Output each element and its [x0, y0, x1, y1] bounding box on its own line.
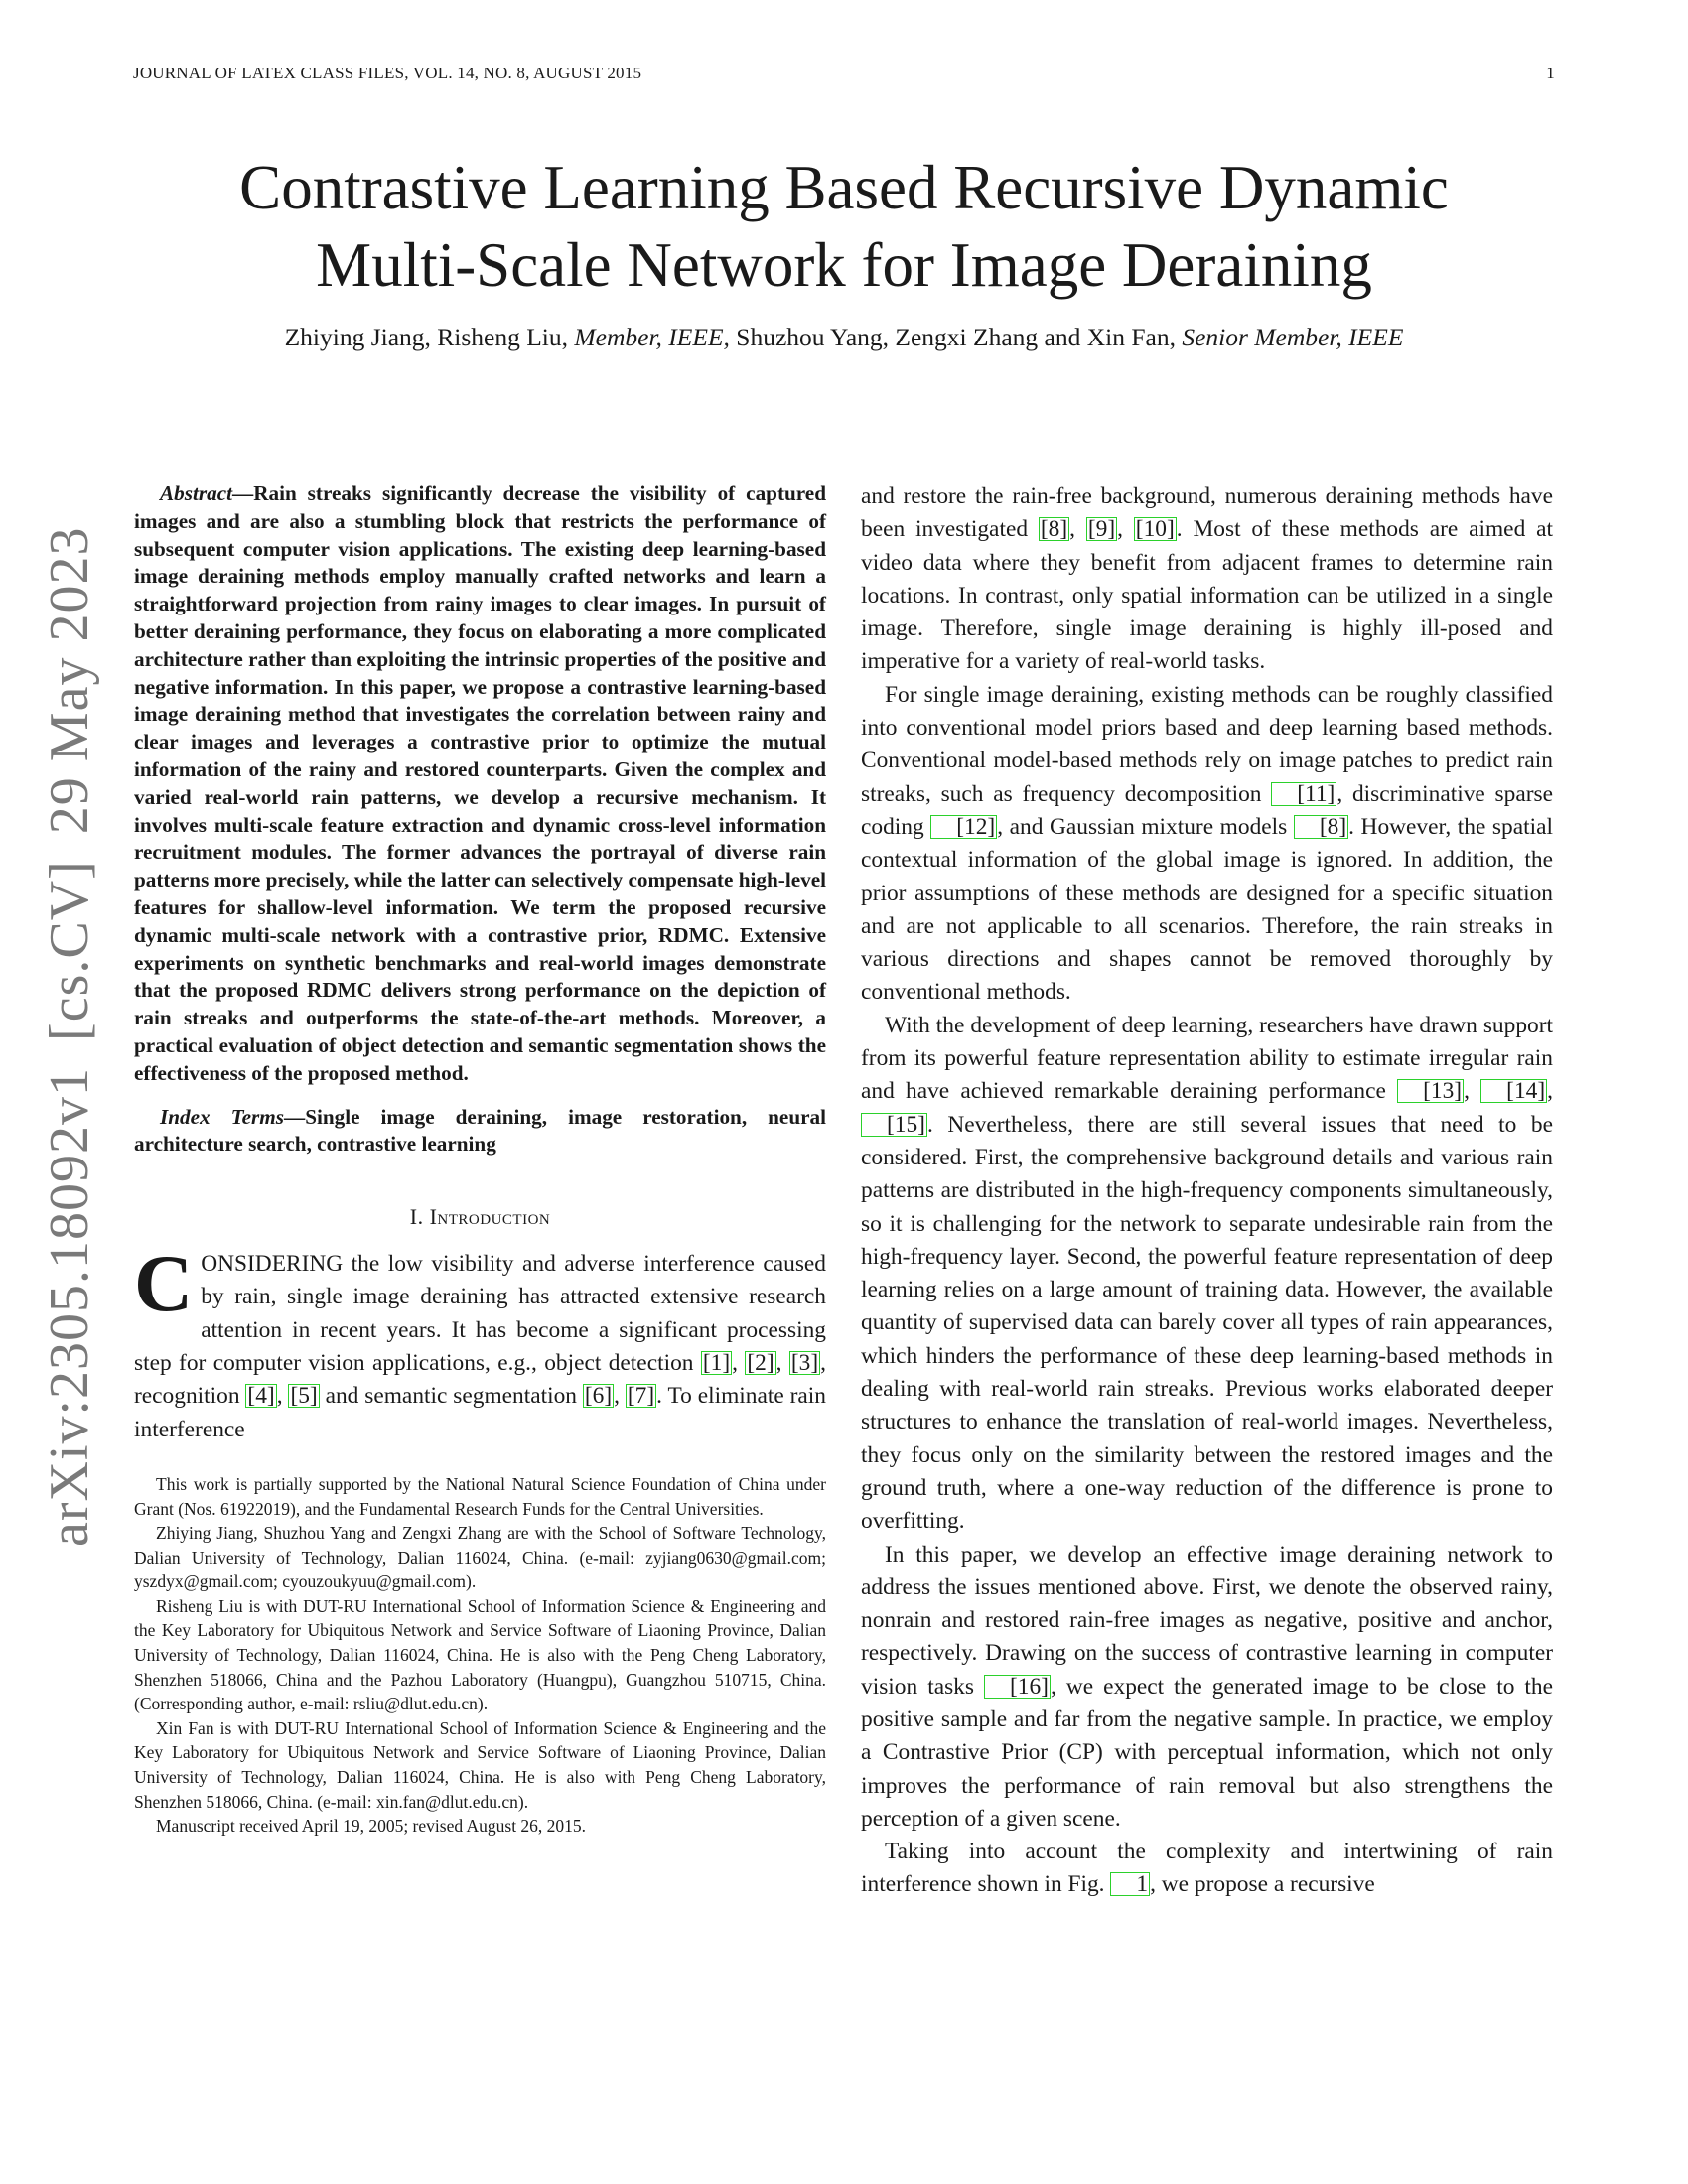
text-run: Taking into account the complexity and intertwining of rain interference shown in Fig. [861, 1839, 1553, 1898]
text-run: For single image deraining, existing methods can be roughly classified into conventional model priors based and deep learning based methods. Conventional model-based methods rely on image patches to predict rain streaks, such as frequency decomposition [861, 681, 1553, 807]
right-column [861, 480, 1553, 1902]
text-run: ONSIDERING the low visibility and adverse interference caused by rain, single image deraining has attracted extensive research attention in recent years. It has become a significant processing step for computer vision applications, e.g., object detection [134, 1251, 826, 1377]
citation-link[interactable]: [4] [247, 1383, 275, 1410]
footnote-affiliation-1: Zhiying Jiang, Shuzhou Yang and Zengxi Zhang are with the School of Software Technology, Dalian University of Technology, Dalian 116024, China. (e-mail: zyjiang0630@gmail.com; yszdyx@gmail.com; cyouzoukyuu@gmail.com). [134, 1523, 826, 1592]
text-run: . Nevertheless, there are still several issues that need to be considered. First, the comprehensive background details and various rain patterns are distributed in the high-frequency components simultaneously, so it is challenging for the network to separate undesirable rain from the high-frequency layer. Second, the powerful feature representation of deep learning relies on a large amount of training data. However, the available quantity of supervised data can barely cover all types of rain appearances, which hinders the performance of these deep learning-based methods in dealing with real-world rain streaks. Previous works elaborated deeper structures to enhance the translation of real-world images. Nevertheless, they focus only on the similarity between the restored images and the ground truth, where a one-way reduction of the difference is prone to overfitting. [861, 1111, 1553, 1535]
page-number: 1 [1546, 64, 1555, 82]
text-run: , discriminative sparse coding [861, 780, 1553, 840]
text-run: , [276, 1383, 289, 1410]
author-list [133, 323, 1555, 352]
author-role-2: Senior Member, IEEE [1182, 323, 1404, 351]
citation-link[interactable]: [2] [747, 1350, 774, 1377]
text-run: , [1547, 1078, 1553, 1105]
text-run: In this paper, we develop an effective image deraining network to address the issues mentioned above. First, we denote the observed rainy, nonrain and restored rain-free images as negative, positive and anchor, respectively. Drawing on the success of contrastive learning in computer vision tasks [861, 1541, 1553, 1700]
text-run: and restore the rain-free background, numerous deraining methods have been investigated [861, 483, 1553, 543]
citation-link[interactable]: [1] [702, 1350, 731, 1377]
title-line-1: Contrastive Learning Based Recursive Dynamic [239, 153, 1449, 222]
authors-part-1: Zhiying Jiang, Risheng Liu, [284, 323, 575, 351]
citation-link[interactable]: [16] [984, 1675, 1051, 1699]
footnote-affiliation-3: Xin Fan is with DUT-RU International School of Information Science & Engineering and the Key Laboratory for Ubiquitous Network and Service Software of Liaoning Province, Dalian University of Technology, Dalian 116024, China. He is also with Peng Cheng Laboratory, Shenzhen 518066, China. (e-mail: xin.fan@dlut.edu.cn). [134, 1717, 826, 1812]
authors-part-2: Shuzhou Yang, Zengxi Zhang and Xin Fan, [729, 323, 1183, 351]
intro-paragraph-1 [134, 1238, 827, 1446]
running-header [133, 64, 1555, 93]
footnote-affiliation-2: Risheng Liu is with DUT-RU International School of Information Science & Engineering and the Key Laboratory for Ubiquitous Network and Service Software of Liaoning Province, Dalian University of Technology, Dalian 116024, China. He is also with the Peng Cheng Laboratory, Shenzhen 518066, China and the Pazhou Laboratory (Huangpu), Guangzhou 510715, China. (Corresponding author, e-mail: rsliu@dlut.edu.cn). [134, 1595, 826, 1714]
text-run: . Most of these methods are aimed at video data where they benefit from adjacent frames to determine rain locations. In contrast, only spatial information can be utilized in a single image. Therefore, single image deraining is highly ill-posed and imperative for a variety of real-world tasks. [861, 516, 1553, 675]
citation-link[interactable]: [15] [861, 1113, 927, 1137]
text-run: , [775, 1350, 789, 1377]
right-paragraph-2 [861, 679, 1553, 1010]
figure-link[interactable]: 1 [1110, 1872, 1150, 1896]
section-heading-introduction [134, 1204, 826, 1230]
journal-name: JOURNAL OF LATEX CLASS FILES, VOL. 14, NO. 8, AUGUST 2015 [133, 64, 642, 82]
citation-link[interactable]: [10] [1135, 516, 1175, 543]
citation-link[interactable]: [14] [1480, 1079, 1547, 1103]
text-run: , [614, 1383, 626, 1410]
citation-link[interactable]: [9] [1087, 516, 1116, 543]
citation-link[interactable]: [11] [1271, 782, 1336, 806]
citation-link[interactable]: [6] [584, 1383, 613, 1410]
title-line-2: Multi-Scale Network for Image Deraining [316, 230, 1372, 300]
footnote-funding: This work is partially supported by the National Natural Science Foundation of China under Grant (Nos. 61922019), and the Fundamental Research Funds for the Central Universities. [134, 1473, 826, 1519]
right-paragraph-3 [861, 1010, 1553, 1539]
abstract [134, 480, 826, 1088]
text-run: . To eliminate rain interference [134, 1383, 826, 1442]
citation-link[interactable]: [5] [290, 1383, 318, 1410]
text-run: , [1464, 1078, 1481, 1105]
right-paragraph-1 [861, 480, 1553, 679]
text-run: and semantic segmentation [319, 1383, 583, 1410]
index-terms-label: Index Terms [160, 1104, 284, 1129]
citation-link[interactable]: [7] [627, 1383, 655, 1410]
text-run: , [732, 1350, 746, 1377]
citation-link[interactable]: [12] [930, 815, 997, 839]
index-terms [134, 1104, 826, 1160]
left-column [134, 480, 826, 1839]
arxiv-category: [cs.CV] [39, 860, 100, 1041]
abstract-text: —Rain streaks significantly decrease the visibility of captured images and are also a stumbling block that restricts the performance of subsequent computer vision applications. The existing deep learning-based image deraining methods employ manually crafted networks and learn a straightforward projection from rainy images to clear images. In pursuit of better deraining performance, they focus on elaborating a more complicated architecture rather than exploiting the intrinsic properties of the positive and negative information. In this paper, we propose a contrastive learning-based image deraining method that investigates the correlation between rainy and clear images and leverages a contrastive prior to optimize the mutual information of the rainy and restored counterparts. Given the complex and varied real-world rain patterns, we develop a recursive mechanism. It involves multi-scale feature extraction and dynamic cross-level information recruitment modules. The former advances the portrayal of diverse rain patterns more precisely, while the latter can selectively compensate high-level features for shallow-level information. We term the proposed recursive dynamic multi-scale network with a contrastive prior, RDMC. Extensive experiments on synthetic benchmarks and real-world images demonstrate that the proposed RDMC delivers strong performance on the depiction of rain streaks and outperforms the state-of-the-art methods. Moreover, a practical evaluation of object detection and semantic segmentation shows the effectiveness of the proposed method. [134, 481, 826, 1085]
text-run: , [1117, 516, 1134, 543]
citation-link[interactable]: [8] [1294, 815, 1348, 839]
text-run: With the development of deep learning, researchers have drawn support from its powerful feature representation ability to estimate irregular rain and have achieved remarkable deraining performance [861, 1012, 1553, 1105]
text-run: , recognition [134, 1350, 827, 1410]
text-run: , [1069, 516, 1086, 543]
arxiv-date: 29 May 2023 [39, 526, 100, 835]
text-run: , and Gaussian mixture models [997, 813, 1294, 840]
citation-link[interactable]: [13] [1397, 1079, 1464, 1103]
footnote-manuscript: Manuscript received April 19, 2005; revised August 26, 2015. [156, 1816, 587, 1837]
citation-link[interactable]: [8] [1040, 516, 1068, 543]
section-number: I. [409, 1204, 430, 1230]
text-run: , we expect the generated image to be close to the positive sample and far from the negative sample. In practice, we employ a Contrastive Prior (CP) with perceptual information, which not only improves the performance of rain removal but also strengthens the perception of a given scene. [861, 1673, 1553, 1832]
drop-cap: C [134, 1238, 194, 1329]
abstract-label: Abstract [160, 481, 232, 505]
author-role-1: Member, IEEE, [574, 323, 730, 351]
arxiv-id: arXiv:2305.18092v1 [39, 1066, 100, 1547]
paper-title [133, 149, 1555, 304]
index-terms-text: —Single image deraining, image restoration, neural architecture search, contrastive learning [134, 1104, 826, 1157]
text-run: , we propose a recursive [1150, 1871, 1375, 1898]
right-paragraph-4 [861, 1539, 1553, 1837]
section-title: Introduction [429, 1204, 551, 1230]
arxiv-stamp [38, 455, 101, 1547]
text-run: . However, the spatial contextual information of the global image is ignored. In addition, the prior assumptions of these methods are designed for a specific situation and are not applicable to all scenarios. Therefore, the rain streaks in various directions and shapes cannot be removed thoroughly by conventional methods. [861, 813, 1553, 1006]
citation-link[interactable]: [3] [790, 1350, 819, 1377]
right-paragraph-5 [861, 1836, 1553, 1902]
